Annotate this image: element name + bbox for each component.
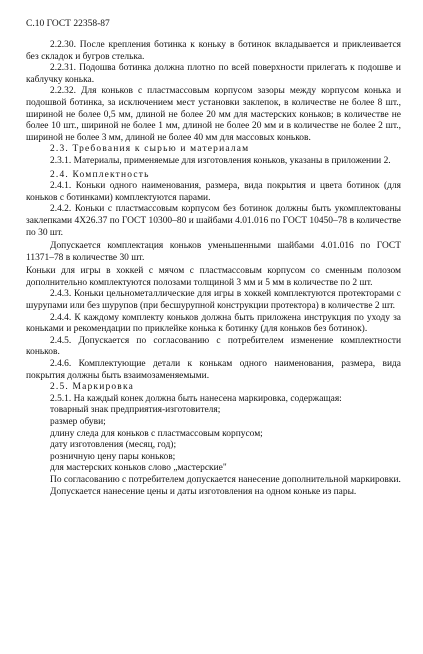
clause-2-2-30: 2.2.30. После крепления ботинка к коньку в ботинок вкладывается и приклеивается без складок и бугров стелька. xyxy=(26,40,401,62)
page-header: С.10 ГОСТ 22358-87 xyxy=(26,19,110,29)
clause-2-4-4: 2.4.4. К каждому комплекту коньков должна быть приложена инструкция по уходу за коньками и рекомендации по приклейке конька к ботинку (для коньков без ботинок). xyxy=(26,312,401,335)
clause-2-5-1: 2.5.1. На каждый конек должна быть нанесена маркировка, содержащая: xyxy=(50,393,342,404)
clause-2-3-1: 2.3.1. Материалы, применяемые для изготовления коньков, указаны в приложении 2. xyxy=(50,155,391,166)
clause-2-4-2-note-bandy: Коньки для игры в хоккей с мячом с пластмассовым корпусом со сменным полозом дополнительно комплектуются полозами толщиной 3 мм и 5 мм в количестве по 2 шт. xyxy=(26,266,401,288)
section-2-5-heading: 2.5. Маркировка xyxy=(50,382,134,393)
marking-note-price-date: Допускается нанесение цены и даты изготовления на одном коньке из пары. xyxy=(50,486,357,497)
clause-2-4-3: 2.4.3. Коньки цельнометаллические для игры в хоккей комплектуются протекторами с шурупами или без шурупов (при бесшурупной конструкции протектора) в количестве 2 шт. xyxy=(26,289,401,312)
clause-2-2-32: 2.2.32. Для коньков с пластмассовым корпусом зазоры между корпусом конька и подошвой ботинка, за исключением мест установки заклепок, в количестве не более 8 шт., шириной не более 0,5 мм, длиной не более 20 мм для мастерских коньков; в количестве не более 10 шт., шириной не более 1 мм, длиной не более 20 мм и в количестве не более 2 шт., шириной не более 3 мм, длиной не более 40 мм для массовых коньков. xyxy=(26,86,401,143)
list-item: размер обуви; xyxy=(50,417,106,427)
list-item: для мастерских коньков слово „мастерские" xyxy=(50,463,227,474)
clause-2-4-2-note-washers: Допускается комплектация коньков уменьшенными шайбами 4.01.016 по ГОСТ 11371–78 в количестве 30 шт. xyxy=(26,241,401,263)
clause-2-4-5: 2.4.5. Допускается по согласованию с потребителем изменение комплектности коньков. xyxy=(26,335,401,358)
clause-2-4-2: 2.4.2. Коньки с пластмассовым корпусом без ботинок должны быть укомплектованы заклепками 4Х26.37 по ГОСТ 10300–80 и шайбами 4.01.016 по ГОСТ 10450–78 в количестве по 30 шт. xyxy=(26,204,401,238)
clause-2-4-6: 2.4.6. Комплектующие детали к конькам одного наименования, размера, вида покрытия должны быть взаимозаменяемыми. xyxy=(26,359,401,381)
list-item: товарный знак предприятия-изготовителя; xyxy=(50,405,221,416)
list-item: дату изготовления (месяц, год); xyxy=(50,440,177,451)
clause-2-4-1: 2.4.1. Коньки одного наименования, размера, вида покрытия и цвета ботинок (для коньков с ботинками) комплектуются парами. xyxy=(26,181,401,203)
section-2-4-heading: 2.4. Комплектность xyxy=(50,169,150,180)
marking-list xyxy=(26,405,401,475)
list-item: розничную цену пары коньков; xyxy=(50,451,176,462)
list-item: длину следа для коньков с пластмассовым корпусом; xyxy=(50,428,263,439)
clause-2-2-31: 2.2.31. Подошва ботинка должна плотно по всей поверхности прилегать к подошве и каблучку конька. xyxy=(26,63,401,85)
section-2-3-heading: 2.3. Требования к сырью и материалам xyxy=(50,144,250,155)
marking-note-additional: По согласованию с потребителем допускается нанесение дополнительной маркировки. xyxy=(50,474,401,485)
